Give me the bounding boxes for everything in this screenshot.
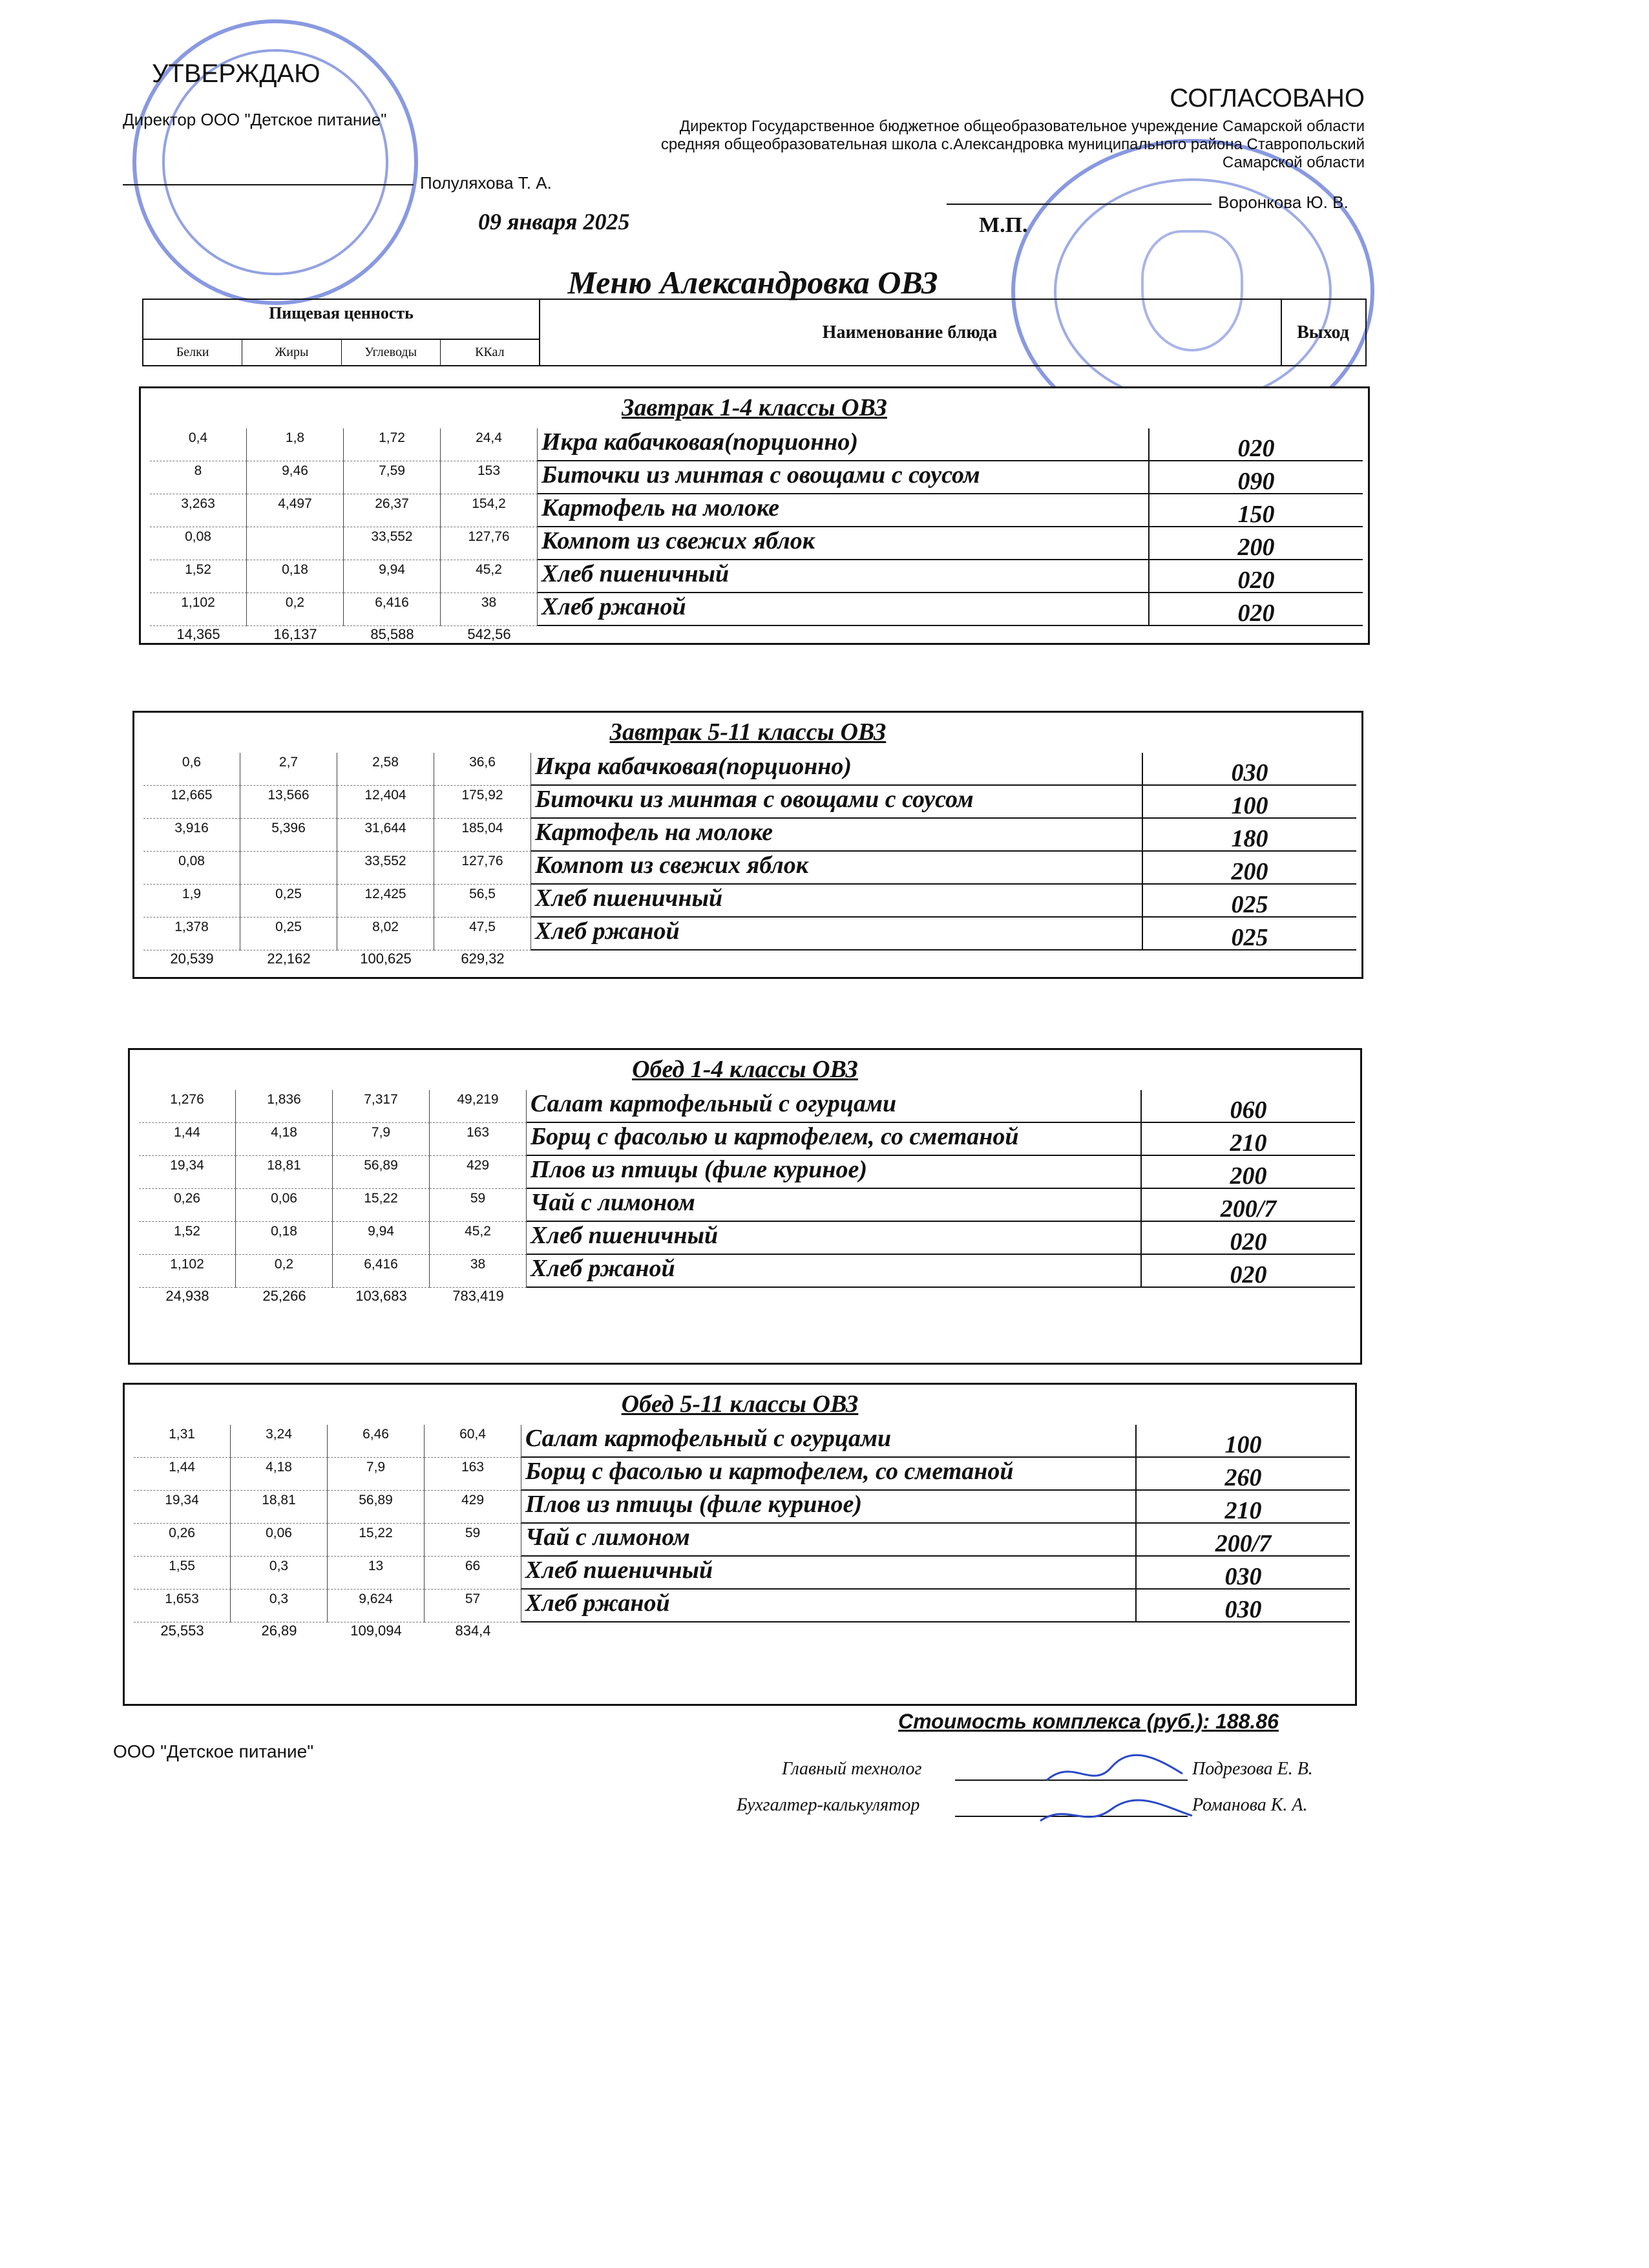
nutrition-value: 2,7 — [240, 753, 337, 786]
table-row — [143, 918, 1352, 950]
dish-yield: 180 — [1143, 819, 1356, 852]
complex-cost: Стоимость комплекса (руб.): 188.86 — [898, 1710, 1279, 1733]
section-title: Обед 5-11 классы ОВЗ — [621, 1391, 859, 1418]
nutrition-value: 0,18 — [236, 1222, 333, 1255]
total-value: 834,4 — [455, 1622, 491, 1639]
nutrition-value: 9,624 — [328, 1590, 425, 1622]
nutrition-value: 0,25 — [240, 885, 337, 918]
nutrition-value: 59 — [430, 1189, 527, 1222]
table-row — [150, 494, 1359, 527]
dish-yield: 030 — [1137, 1590, 1350, 1622]
nutrition-value: 7,317 — [333, 1090, 430, 1123]
approve-role: Директор ООО "Детское питание" — [123, 110, 387, 129]
dish-yield: 100 — [1143, 786, 1356, 819]
nutrition-title: Пищевая ценность — [269, 304, 414, 322]
nutrition-value: 9,94 — [344, 560, 441, 593]
nutrition-value: 1,276 — [139, 1090, 236, 1123]
total-value: 783,419 — [452, 1288, 504, 1304]
dish-name: Компот из свежих яблок — [538, 527, 1150, 560]
nutrition-value: 24,4 — [441, 428, 538, 461]
nutrition-value: 12,665 — [143, 786, 240, 819]
nutrition-value: 1,44 — [139, 1123, 236, 1156]
approve-signature-line — [123, 184, 414, 185]
total-value: 22,162 — [267, 950, 311, 967]
nutrition-value: 45,2 — [430, 1222, 527, 1255]
nutrition-value: 163 — [425, 1458, 521, 1491]
nutrition-value: 3,916 — [143, 819, 240, 852]
menu-section — [139, 386, 1370, 645]
dish-name: Салат картофельный с огурцами — [527, 1090, 1142, 1123]
nutrition-value: 3,24 — [231, 1425, 328, 1458]
nutrition-value: 7,9 — [333, 1123, 430, 1156]
nutrition-value: 1,8 — [247, 428, 344, 461]
nutrition-value: 49,219 — [430, 1090, 527, 1123]
table-row — [134, 1425, 1346, 1458]
column-header — [142, 299, 1367, 366]
kcal-header: ККал — [475, 345, 505, 359]
table-row — [150, 428, 1359, 461]
agree-signature-line — [947, 204, 1212, 205]
total-value: 24,938 — [165, 1288, 209, 1304]
nutrition-value: 9,94 — [333, 1222, 430, 1255]
nutrition-value: 1,378 — [143, 918, 240, 950]
nutrition-value: 19,34 — [139, 1156, 236, 1189]
dish-name: Икра кабачковая(порционно) — [531, 753, 1143, 786]
nutrition-value: 1,102 — [139, 1255, 236, 1288]
nutrition-value: 4,18 — [236, 1123, 333, 1156]
nutrition-value: 1,55 — [134, 1557, 231, 1590]
nutrition-value: 1,836 — [236, 1090, 333, 1123]
totals-row — [150, 626, 1359, 646]
nutrition-value: 1,653 — [134, 1590, 231, 1622]
dish-yield: 025 — [1143, 918, 1356, 950]
dish-name: Плов из птицы (филе куриное) — [527, 1156, 1142, 1189]
dish-name: Икра кабачковая(порционно) — [538, 428, 1150, 461]
nutrition-value: 0,08 — [143, 852, 240, 885]
dish-name: Хлеб ржаной — [531, 918, 1143, 950]
nutrition-value: 7,9 — [328, 1458, 425, 1491]
nutrition-value: 36,6 — [434, 753, 531, 786]
nutrition-value: 0,25 — [240, 918, 337, 950]
table-row — [134, 1557, 1346, 1590]
signature-scribbles — [1034, 1745, 1202, 1835]
section-title: Завтрак 1-4 классы ОВЗ — [622, 394, 887, 421]
tech-label: Главный технолог — [782, 1759, 922, 1779]
dish-name: Хлеб ржаной — [527, 1255, 1142, 1288]
table-row — [150, 560, 1359, 593]
dish-yield: 200 — [1142, 1156, 1355, 1189]
nutrition-value: 38 — [441, 593, 538, 626]
nutrition-value: 0,06 — [231, 1524, 328, 1557]
dish-name: Картофель на молоке — [538, 494, 1150, 527]
nutrition-value: 56,89 — [328, 1491, 425, 1524]
total-value: 100,625 — [360, 950, 412, 967]
nutrition-value: 18,81 — [231, 1491, 328, 1524]
nutrition-value: 38 — [430, 1255, 527, 1288]
nutrition-value: 0,2 — [236, 1255, 333, 1288]
total-value: 20,539 — [170, 950, 214, 967]
dish-name: Хлеб пшеничный — [527, 1222, 1142, 1255]
dish-yield: 060 — [1142, 1090, 1355, 1123]
dish-name: Чай с лимоном — [527, 1189, 1142, 1222]
dish-name: Картофель на молоке — [531, 819, 1143, 852]
total-value: 85,588 — [370, 626, 414, 642]
menu-title: Меню Александровка ОВЗ — [567, 264, 938, 300]
nutrition-value: 3,263 — [150, 494, 247, 527]
nutrition-value: 185,04 — [434, 819, 531, 852]
nutrition-value: 12,404 — [337, 786, 434, 819]
nutrition-value: 1,72 — [344, 428, 441, 461]
dish-yield: 090 — [1150, 461, 1363, 494]
nutrition-value: 15,22 — [333, 1189, 430, 1222]
nutrition-value: 0,18 — [247, 560, 344, 593]
nutrition-value: 429 — [430, 1156, 527, 1189]
dish-yield: 020 — [1142, 1255, 1355, 1288]
nutrition-value — [240, 852, 337, 885]
table-row — [134, 1491, 1346, 1524]
nutrition-value: 13 — [328, 1557, 425, 1590]
nutrition-value: 1,52 — [150, 560, 247, 593]
total-value: 14,365 — [176, 626, 220, 642]
menu-section — [132, 711, 1363, 979]
nutrition-value: 6,416 — [344, 593, 441, 626]
dish-yield: 020 — [1142, 1222, 1355, 1255]
acc-label: Бухгалтер-калькулятор — [737, 1795, 920, 1815]
nutrition-value: 45,2 — [441, 560, 538, 593]
nutrition-value: 59 — [425, 1524, 521, 1557]
dish-name: Хлеб пшеничный — [538, 560, 1150, 593]
nutrition-value: 1,52 — [139, 1222, 236, 1255]
dish-yield: 200 — [1143, 852, 1356, 885]
totals-row — [139, 1288, 1351, 1307]
nutrition-value: 0,6 — [143, 753, 240, 786]
dish-name: Компот из свежих яблок — [531, 852, 1143, 885]
protein-header: Белки — [143, 340, 242, 366]
nutrition-value: 57 — [425, 1590, 521, 1622]
nutrition-value: 1,9 — [143, 885, 240, 918]
yield-header: Выход — [1297, 322, 1349, 342]
dish-yield: 030 — [1143, 753, 1356, 786]
agree-mp: М.П. — [979, 213, 1028, 237]
dish-name: Борщ с фасолью и картофелем, со сметаной — [527, 1123, 1142, 1156]
table-row — [139, 1255, 1351, 1288]
dish-name: Хлеб пшеничный — [521, 1557, 1137, 1590]
dish-name: Борщ с фасолью и картофелем, со сметаной — [521, 1458, 1137, 1491]
table-row — [139, 1222, 1351, 1255]
nutrition-value: 0,4 — [150, 428, 247, 461]
dish-name: Хлеб ржаной — [538, 593, 1150, 626]
dish-yield: 210 — [1142, 1123, 1355, 1156]
table-row — [143, 753, 1352, 786]
nutrition-value: 0,26 — [134, 1524, 231, 1557]
table-row — [139, 1123, 1351, 1156]
nutrition-value: 5,396 — [240, 819, 337, 852]
nutrition-value: 18,81 — [236, 1156, 333, 1189]
nutrition-value: 153 — [441, 461, 538, 494]
nutrition-value: 127,76 — [441, 527, 538, 560]
nutrition-value: 19,34 — [134, 1491, 231, 1524]
table-row — [143, 885, 1352, 918]
table-row — [143, 786, 1352, 819]
nutrition-value: 47,5 — [434, 918, 531, 950]
nutrition-value: 4,497 — [247, 494, 344, 527]
fat-header: Жиры — [242, 340, 341, 366]
nutrition-value: 7,59 — [344, 461, 441, 494]
table-row — [134, 1524, 1346, 1557]
nutrition-value: 0,06 — [236, 1189, 333, 1222]
nutrition-value: 6,416 — [333, 1255, 430, 1288]
nutrition-value: 0,08 — [150, 527, 247, 560]
dish-yield: 025 — [1143, 885, 1356, 918]
total-value: 542,56 — [467, 626, 511, 642]
nutrition-value — [247, 527, 344, 560]
nutrition-value: 31,644 — [337, 819, 434, 852]
nutrition-value: 56,89 — [333, 1156, 430, 1189]
total-value: 16,137 — [273, 626, 317, 642]
table-row — [134, 1458, 1346, 1491]
dish-yield: 100 — [1137, 1425, 1350, 1458]
table-row — [139, 1189, 1351, 1222]
section-title: Завтрак 5-11 классы ОВЗ — [609, 719, 887, 746]
nutrition-value: 163 — [430, 1123, 527, 1156]
company-name: ООО "Детское питание" — [113, 1741, 314, 1761]
total-value: 25,266 — [262, 1288, 306, 1304]
total-value: 25,553 — [160, 1622, 204, 1639]
dish-name: Салат картофельный с огурцами — [521, 1425, 1137, 1458]
dish-name: Хлеб пшеничный — [531, 885, 1143, 918]
dish-name: Биточки из минтая с овощами с соусом — [531, 786, 1143, 819]
dish-name: Плов из птицы (филе куриное) — [521, 1491, 1137, 1524]
nutrition-value: 8,02 — [337, 918, 434, 950]
dish-yield: 150 — [1150, 494, 1363, 527]
nutrition-value: 6,46 — [328, 1425, 425, 1458]
nutrition-value: 0,3 — [231, 1590, 328, 1622]
dish-yield: 200 — [1150, 527, 1363, 560]
nutrition-value: 429 — [425, 1491, 521, 1524]
dish-header: Наименование блюда — [539, 300, 1282, 365]
dish-yield: 030 — [1137, 1557, 1350, 1590]
table-row — [139, 1156, 1351, 1189]
dish-name: Хлеб ржаной — [521, 1590, 1137, 1622]
agree-title: СОГЛАСОВАНО — [1170, 84, 1365, 112]
nutrition-value: 1,44 — [134, 1458, 231, 1491]
approve-date: 09 января 2025 — [478, 209, 630, 235]
agree-name: Воронкова Ю. В. — [1218, 193, 1349, 212]
dish-yield: 200/7 — [1137, 1524, 1350, 1557]
dish-yield: 200/7 — [1142, 1189, 1355, 1222]
agree-role: Директор Государственное бюджетное общеобразовательное учреждение Самарской области средняя общеобразовательная школа с.Александровка муниципального района Ставропольский Самарской области — [660, 118, 1365, 171]
dish-name: Биточки из минтая с овощами с соусом — [538, 461, 1150, 494]
approve-name: Полуляхова Т. А. — [420, 173, 552, 193]
nutrition-value: 0,3 — [231, 1557, 328, 1590]
table-row — [134, 1590, 1346, 1622]
nutrition-value: 33,552 — [337, 852, 434, 885]
nutrition-value: 56,5 — [434, 885, 531, 918]
nutrition-value: 127,76 — [434, 852, 531, 885]
nutrition-value: 1,31 — [134, 1425, 231, 1458]
acc-name: Романова К. А. — [1192, 1795, 1308, 1815]
total-value: 109,094 — [350, 1622, 402, 1639]
totals-row — [143, 950, 1352, 970]
total-value: 103,683 — [355, 1288, 407, 1304]
nutrition-value: 0,2 — [247, 593, 344, 626]
nutrition-value: 13,566 — [240, 786, 337, 819]
tech-name: Подрезова Е. В. — [1192, 1759, 1313, 1779]
dish-yield: 020 — [1150, 560, 1363, 593]
table-row — [143, 819, 1352, 852]
table-row — [139, 1090, 1351, 1123]
nutrition-value: 9,46 — [247, 461, 344, 494]
nutrition-value: 15,22 — [328, 1524, 425, 1557]
total-value: 26,89 — [261, 1622, 297, 1639]
dish-yield: 020 — [1150, 428, 1363, 461]
carbs-header: Углеводы — [342, 340, 441, 366]
nutrition-value: 66 — [425, 1557, 521, 1590]
table-row — [150, 461, 1359, 494]
nutrition-header — [143, 300, 540, 365]
nutrition-value: 26,37 — [344, 494, 441, 527]
menu-section — [128, 1048, 1362, 1365]
nutrition-value: 8 — [150, 461, 247, 494]
nutrition-value: 154,2 — [441, 494, 538, 527]
nutrition-value: 0,26 — [139, 1189, 236, 1222]
nutrition-value: 175,92 — [434, 786, 531, 819]
nutrition-subheaders — [143, 339, 539, 366]
nutrition-value: 1,102 — [150, 593, 247, 626]
nutrition-value: 4,18 — [231, 1458, 328, 1491]
table-row — [150, 593, 1359, 626]
nutrition-value: 33,552 — [344, 527, 441, 560]
dish-yield: 260 — [1137, 1458, 1350, 1491]
totals-row — [134, 1622, 1346, 1642]
nutrition-value: 2,58 — [337, 753, 434, 786]
table-row — [143, 852, 1352, 885]
approve-title: УТВЕРЖДАЮ — [152, 59, 320, 88]
menu-section — [123, 1383, 1357, 1706]
dish-yield: 210 — [1137, 1491, 1350, 1524]
section-title: Обед 1-4 классы ОВЗ — [632, 1056, 858, 1083]
dish-yield: 020 — [1150, 593, 1363, 626]
nutrition-value: 12,425 — [337, 885, 434, 918]
table-row — [150, 527, 1359, 560]
total-value: 629,32 — [461, 950, 505, 967]
dish-name: Чай с лимоном — [521, 1524, 1137, 1557]
nutrition-value: 60,4 — [425, 1425, 521, 1458]
